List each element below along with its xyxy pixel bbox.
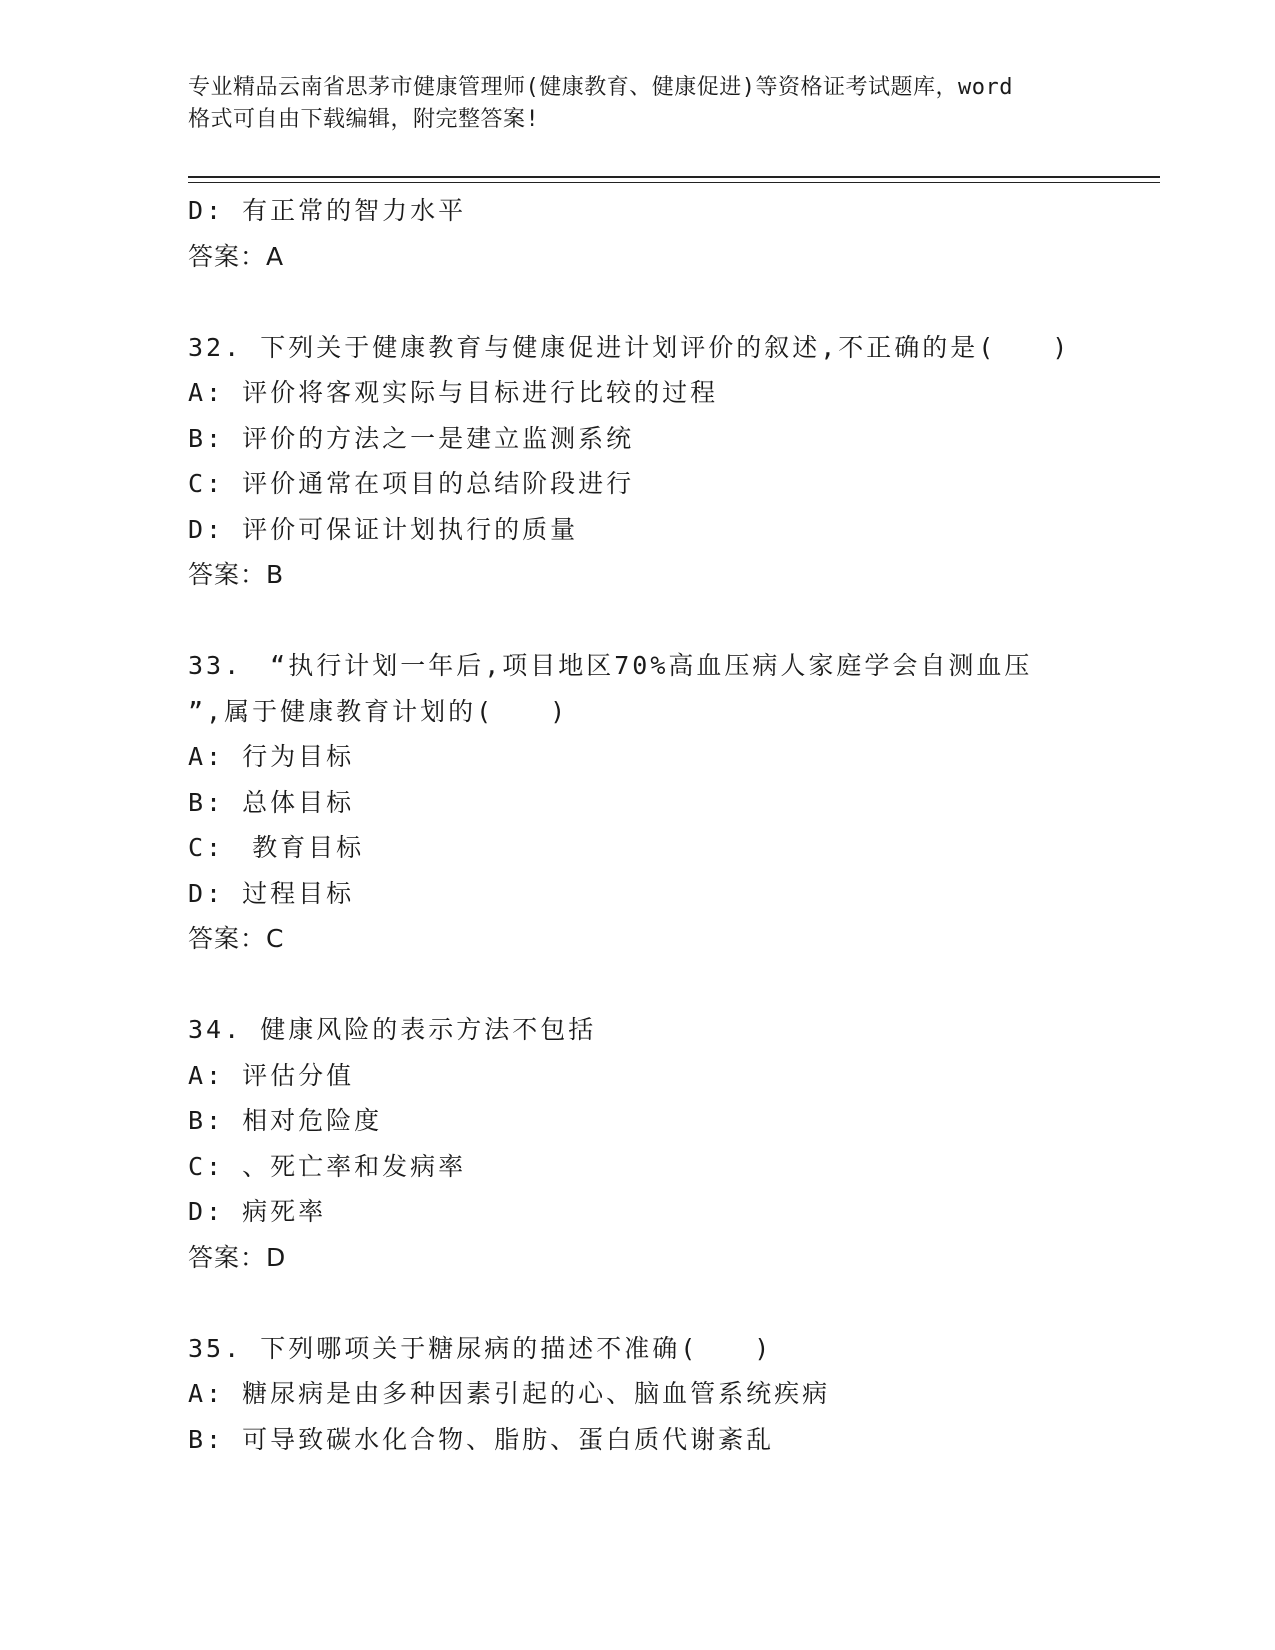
spacer xyxy=(188,962,1148,1008)
question-block-32 xyxy=(188,325,1148,598)
option-b: B: 评价的方法之一是建立监测系统 xyxy=(188,423,635,453)
option-c: C: 、死亡率和发病率 xyxy=(188,1151,467,1181)
option-d: D: 病死率 xyxy=(188,1197,327,1226)
question-block-35 xyxy=(188,1326,1148,1463)
header-line-1: 专业精品云南省思茅市健康管理师(健康教育、健康促进)等资格证考试题库，word xyxy=(188,75,1013,100)
question-text-line-1: 33. “执行计划一年后,项目地区70%高血压病人家庭学会自测血压 xyxy=(188,651,1033,680)
option-b: B: 相对危险度 xyxy=(188,1106,383,1135)
answer-label: 答案：C xyxy=(188,924,285,953)
option-a: A: 行为目标 xyxy=(188,742,355,771)
option-b: B: 可导致碳水化合物、脂肪、蛋白质代谢紊乱 xyxy=(188,1424,775,1454)
question-text: 34. 健康风险的表示方法不包括 xyxy=(188,1015,597,1044)
header-line-2: 格式可自由下载编辑，附完整答案! xyxy=(188,107,540,132)
question-text-line-2: ”,属于健康教育计划的( ) xyxy=(188,696,569,726)
spacer xyxy=(188,279,1148,325)
option-c: C: 评价通常在项目的总结阶段进行 xyxy=(188,469,635,498)
option-d: D: 过程目标 xyxy=(188,878,355,908)
option-c: C: 教育目标 xyxy=(188,833,365,862)
question-text: 35. 下列哪项关于糖尿病的描述不准确( ) xyxy=(188,1333,773,1363)
option-a: A: 糖尿病是由多种因素引起的心、脑血管系统疾病 xyxy=(188,1379,831,1408)
page-header xyxy=(188,72,1088,136)
answer-label: 答案：A xyxy=(188,241,285,271)
spacer xyxy=(188,598,1148,644)
option-d: D: 有正常的智力水平 xyxy=(188,196,467,225)
question-block-33 xyxy=(188,643,1148,962)
header-divider-thin xyxy=(188,182,1160,183)
spacer xyxy=(188,1280,1148,1326)
question-block-34 xyxy=(188,1007,1148,1280)
option-a: A: 评价将客观实际与目标进行比较的过程 xyxy=(188,378,719,407)
question-list xyxy=(188,188,1148,1462)
question-block-31 xyxy=(188,188,1148,279)
answer-label: 答案：D xyxy=(188,1242,287,1272)
option-d: D: 评价可保证计划执行的质量 xyxy=(188,514,579,544)
answer-label: 答案：B xyxy=(188,560,285,589)
option-a: A: 评估分值 xyxy=(188,1060,355,1090)
question-text: 32. 下列关于健康教育与健康促进计划评价的叙述,不正确的是( ) xyxy=(188,332,1071,362)
option-b: B: 总体目标 xyxy=(188,787,355,817)
header-divider-thick xyxy=(188,176,1160,178)
